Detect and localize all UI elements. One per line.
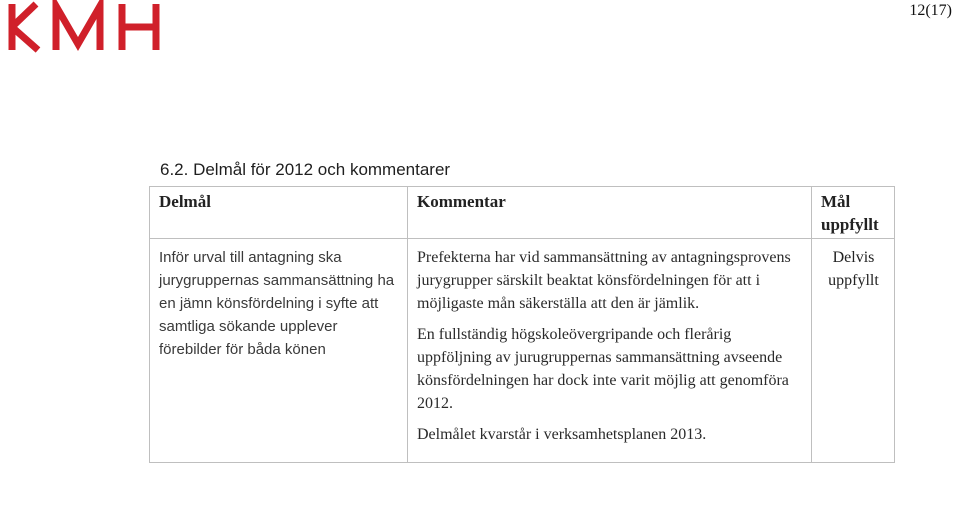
kmh-logo: [4, 0, 164, 56]
comment-paragraph: Prefekterna har vid sammansättning av antagningsprovens jurygrupper särskilt beaktat könsfördelningen för att i möjligaste mån säkerställa att den är jämlik.: [417, 249, 791, 312]
status-cell: [812, 239, 895, 463]
table-header-row: [150, 187, 895, 239]
page-number: 12(17): [909, 2, 952, 19]
goal-text: Inför urval till antagning ska jurygruppernas sammansättning ha en jämn könsfördelning i syfte att samtliga sökande upplever förebilder för båda könen: [159, 249, 395, 358]
comment-cell: [408, 239, 812, 463]
comment-paragraph: En fullständig högskoleövergripande och flerårig uppföljning av jurugruppernas sammansättning avseende könsfördelningen har dock inte varit möjlig att genomföra 2012.: [417, 326, 789, 412]
section-heading: 6.2. Delmål för 2012 och kommentarer: [160, 160, 451, 179]
column-header-goal: Delmål: [150, 187, 408, 239]
goal-cell: [150, 239, 408, 463]
status-text: Delvis uppfyllt: [828, 249, 879, 289]
table-row: [150, 239, 895, 463]
goals-table: [149, 186, 895, 463]
comment-paragraph: Delmålet kvarstår i verksamhetsplanen 2013.: [417, 426, 707, 443]
column-header-comment: Kommentar: [408, 187, 812, 239]
column-header-status: Mål uppfyllt: [812, 187, 895, 239]
